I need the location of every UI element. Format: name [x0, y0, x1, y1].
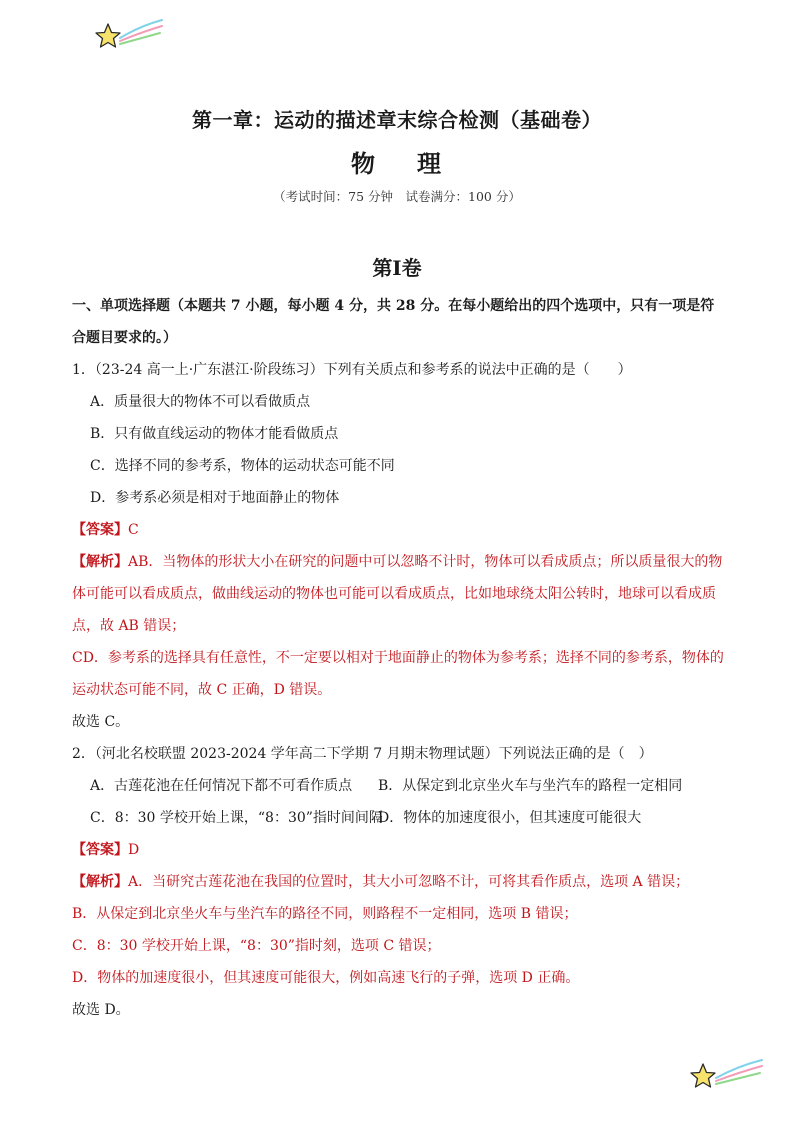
question-1-stem: 1．（23-24 高一上·广东湛江·阶段练习）下列有关质点和参考系的说法中正确的是（ ）: [72, 362, 632, 378]
answer-label: 【答案】: [72, 842, 128, 858]
section-instruction-1: 一、单项选择题（本题共 7 小题，每小题 4 分，共 28 分。在每小题给出的四个选项中，只有一项是符: [72, 298, 715, 314]
question-1-option-c: C．选择不同的参考系，物体的运动状态可能不同: [90, 458, 395, 474]
question-1-answer: [72, 514, 732, 546]
question-2-option-d: D．物体的加速度很小，但其速度可能很大: [378, 810, 642, 826]
question-2-stem: 2．（河北名校联盟 2023-2024 学年高二下学期 7 月期末物理试题）下列说法正确的是（ ）: [72, 746, 653, 762]
analysis-label: 【解析】: [72, 554, 128, 570]
volume-heading: 第Ⅰ卷: [372, 256, 422, 280]
subject-char-2: 理: [417, 149, 443, 178]
subject-heading: [0, 144, 794, 179]
section-instruction-2: 合题目要求的。）: [72, 330, 177, 346]
question-2-options-row-1: [72, 770, 732, 802]
question-2-analysis-3: C．8：30 学校开始上课，“8：30”指时刻，选项 C 错误；: [72, 938, 441, 954]
question-1-analysis-3: 点，故 AB 错误；: [72, 618, 186, 634]
question-1-option-a: A．质量很大的物体不可以看做质点: [90, 394, 311, 410]
question-1-option-b: B．只有做直线运动的物体才能看做质点: [90, 426, 339, 442]
subject-char-1: 物: [351, 149, 377, 178]
question-2-analysis-2: B．从保定到北京坐火车与坐汽车的路径不同，则路程不一定相同，选项 B 错误；: [72, 906, 578, 922]
document-title: 第一章：运动的描述章末综合检测（基础卷）: [192, 108, 602, 132]
question-1-analysis-4: CD．参考系的选择具有任意性，不一定要以相对于地面静止的物体为参考系；选择不同的参考系，物体的: [72, 650, 724, 666]
answer-value: D: [128, 842, 140, 858]
exam-info: （考试时间：75 分钟 试卷满分：100 分）: [273, 189, 521, 204]
question-1-analysis-1: [72, 546, 732, 578]
star-icon: [92, 16, 164, 56]
star-icon: [686, 1054, 764, 1096]
question-2-analysis-1: [72, 866, 732, 898]
question-1-option-d: D．参考系必须是相对于地面静止的物体: [90, 490, 340, 506]
question-1-analysis-2: 体可能可以看成质点，做曲线运动的物体也可能可以看成质点，比如地球绕太阳公转时，地球可以看成质: [72, 586, 716, 602]
analysis-label: 【解析】: [72, 874, 128, 890]
question-2-option-b: B．从保定到北京坐火车与坐汽车的路程一定相同: [378, 778, 683, 794]
question-2-option-c: C．8：30 学校开始上课，“8：30”指时间间隔: [90, 810, 383, 826]
analysis-text: AB．当物体的形状大小在研究的问题中可以忽略不计时，物体可以看成质点；所以质量很大的物: [128, 554, 723, 570]
question-1-conclusion: 故选 C。: [72, 714, 130, 730]
question-content: [72, 290, 732, 1026]
answer-label: 【答案】: [72, 522, 128, 538]
question-2-analysis-4: D．物体的加速度很小，但其速度可能很大，例如高速飞行的子弹，选项 D 正确。: [72, 970, 580, 986]
question-2-options-row-2: [72, 802, 732, 834]
question-2-answer: [72, 834, 732, 866]
question-2-conclusion: 故选 D。: [72, 1002, 130, 1018]
question-1-analysis-5: 运动状态可能不同，故 C 正确，D 错误。: [72, 682, 332, 698]
answer-value: C: [128, 522, 139, 538]
question-2-option-a: A．古莲花池在任何情况下都不可看作质点: [90, 778, 353, 794]
analysis-text: A．当研究古莲花池在我国的位置时，其大小可忽略不计，可将其看作质点，选项 A 错误；: [128, 874, 690, 890]
